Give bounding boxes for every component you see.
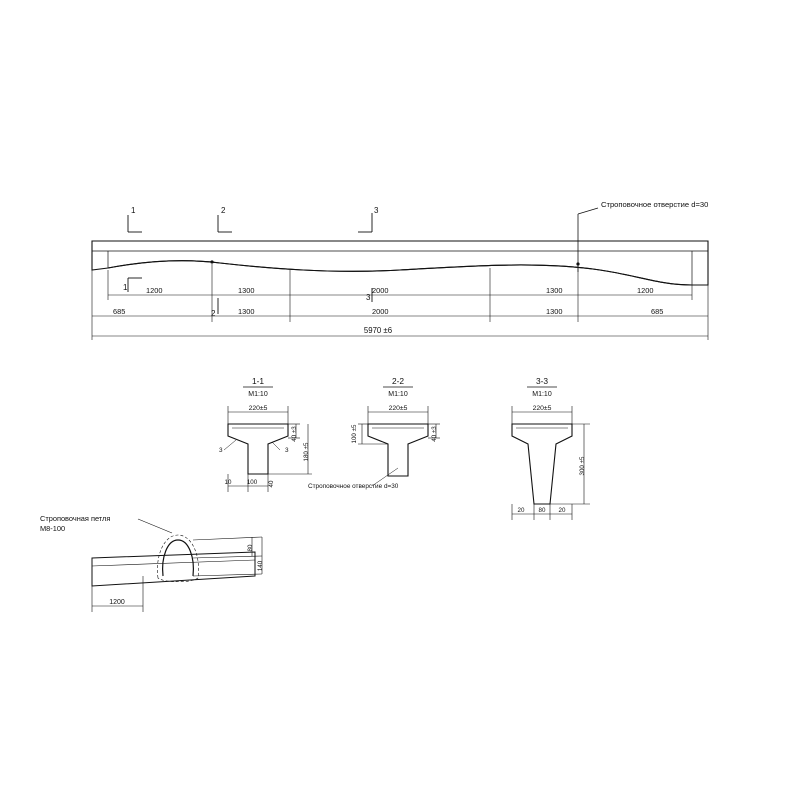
- lifting-loop-subtitle: М8-100: [40, 524, 66, 533]
- section-2-2-title: 2-2: [391, 376, 405, 386]
- section-callout-2b-label: 2: [211, 309, 216, 318]
- beam-outline: [92, 241, 708, 285]
- section-callout-1b-label: 1: [123, 283, 128, 292]
- section-1-1-dim-40: 40 ±3: [291, 426, 298, 442]
- dim-upper-1300-left: 1300: [238, 286, 255, 295]
- section-1-1-dim-40b: 40: [268, 480, 275, 488]
- section-3-3-title: 3-3: [535, 376, 549, 386]
- section-3-3-dim-20-left: 20: [517, 507, 525, 514]
- dim-lower-1300-right: 1300: [546, 307, 563, 316]
- section-3-3-dim-20-right: 20: [558, 507, 566, 514]
- section-callout-1[interactable]: [128, 206, 142, 232]
- dimension-chain-upper-labels: [146, 286, 653, 295]
- loop-bar: [163, 540, 194, 576]
- section-callout-2-label: 2: [221, 206, 226, 215]
- section-1-1-dim-180: 180 ±5: [303, 442, 310, 462]
- section-1-1-scale: М1:10: [248, 391, 268, 398]
- section-2-2: [308, 376, 440, 490]
- section-3-3-dim-80: 80: [538, 507, 546, 514]
- section-callout-2[interactable]: [218, 206, 232, 232]
- section-callout-3-label: 3: [374, 206, 379, 215]
- dim-lower-1300-left: 1300: [238, 307, 255, 316]
- section-2-2-top-width: 220±5: [388, 405, 408, 412]
- lifting-loop-detail: [40, 514, 264, 612]
- section-2-2-dim-100: 100 ±5: [351, 424, 358, 444]
- dim-lower-685-left: 685: [113, 307, 126, 316]
- section-callout-3b-label: 3: [366, 293, 371, 302]
- section-1-1-dim-100: 100: [246, 479, 258, 486]
- dim-upper-1200-left: 1200: [146, 286, 163, 295]
- section-callout-3[interactable]: [358, 206, 379, 232]
- section-2-2-scale: М1:10: [388, 391, 408, 398]
- dim-upper-2000: 2000: [372, 286, 389, 295]
- detail-beam-inner-line: [92, 560, 255, 566]
- dim-upper-1200-right: 1200: [637, 286, 654, 295]
- dimension-chain-lower: [92, 270, 708, 322]
- section-2-2-hole-note: Строповочное отверстие d=30: [308, 483, 399, 490]
- detail-dim-80: 80: [247, 544, 254, 552]
- section-1-1-left-note: 3: [219, 447, 223, 454]
- section-3-3-top-width: 220±5: [532, 405, 552, 412]
- dim-lower-685-right: 685: [651, 307, 664, 316]
- lifting-loop-title: Строповочная петля: [40, 514, 111, 523]
- dimension-chain-upper: [108, 264, 692, 300]
- section-1-1-title: 1-1: [251, 376, 265, 386]
- section-3-3: [512, 376, 590, 520]
- lifting-hole-leader: [210, 200, 708, 272]
- lifting-hole-note: Строповочное отверстие d=30: [601, 200, 709, 209]
- section-3-3-scale: М1:10: [532, 391, 552, 398]
- section-1-1: [219, 376, 312, 492]
- main-beam-view: [92, 241, 708, 285]
- section-callout-1-label: 1: [131, 206, 136, 215]
- overall-dimension-label: 5970 ±6: [363, 326, 393, 335]
- dim-upper-1300-right: 1300: [546, 286, 563, 295]
- section-callout-1-bottom[interactable]: [123, 278, 142, 292]
- section-1-1-top-width: 220±5: [248, 405, 268, 412]
- dim-lower-2000: 2000: [372, 307, 389, 316]
- dimension-chain-lower-labels: [113, 307, 663, 316]
- beam-soffit-curve: [108, 261, 692, 285]
- section-2-2-dim-40: 40 ±3: [431, 426, 438, 442]
- overall-dimension: [92, 322, 708, 340]
- section-1-1-dim-10: 10: [224, 479, 232, 486]
- detail-dim-1200: 1200: [109, 599, 125, 606]
- section-3-3-profile: [512, 424, 572, 504]
- section-1-1-flange-note: 3: [285, 447, 289, 454]
- detail-dim-140: 140: [257, 560, 264, 572]
- section-3-3-dim-300: 300 ±5: [579, 456, 586, 476]
